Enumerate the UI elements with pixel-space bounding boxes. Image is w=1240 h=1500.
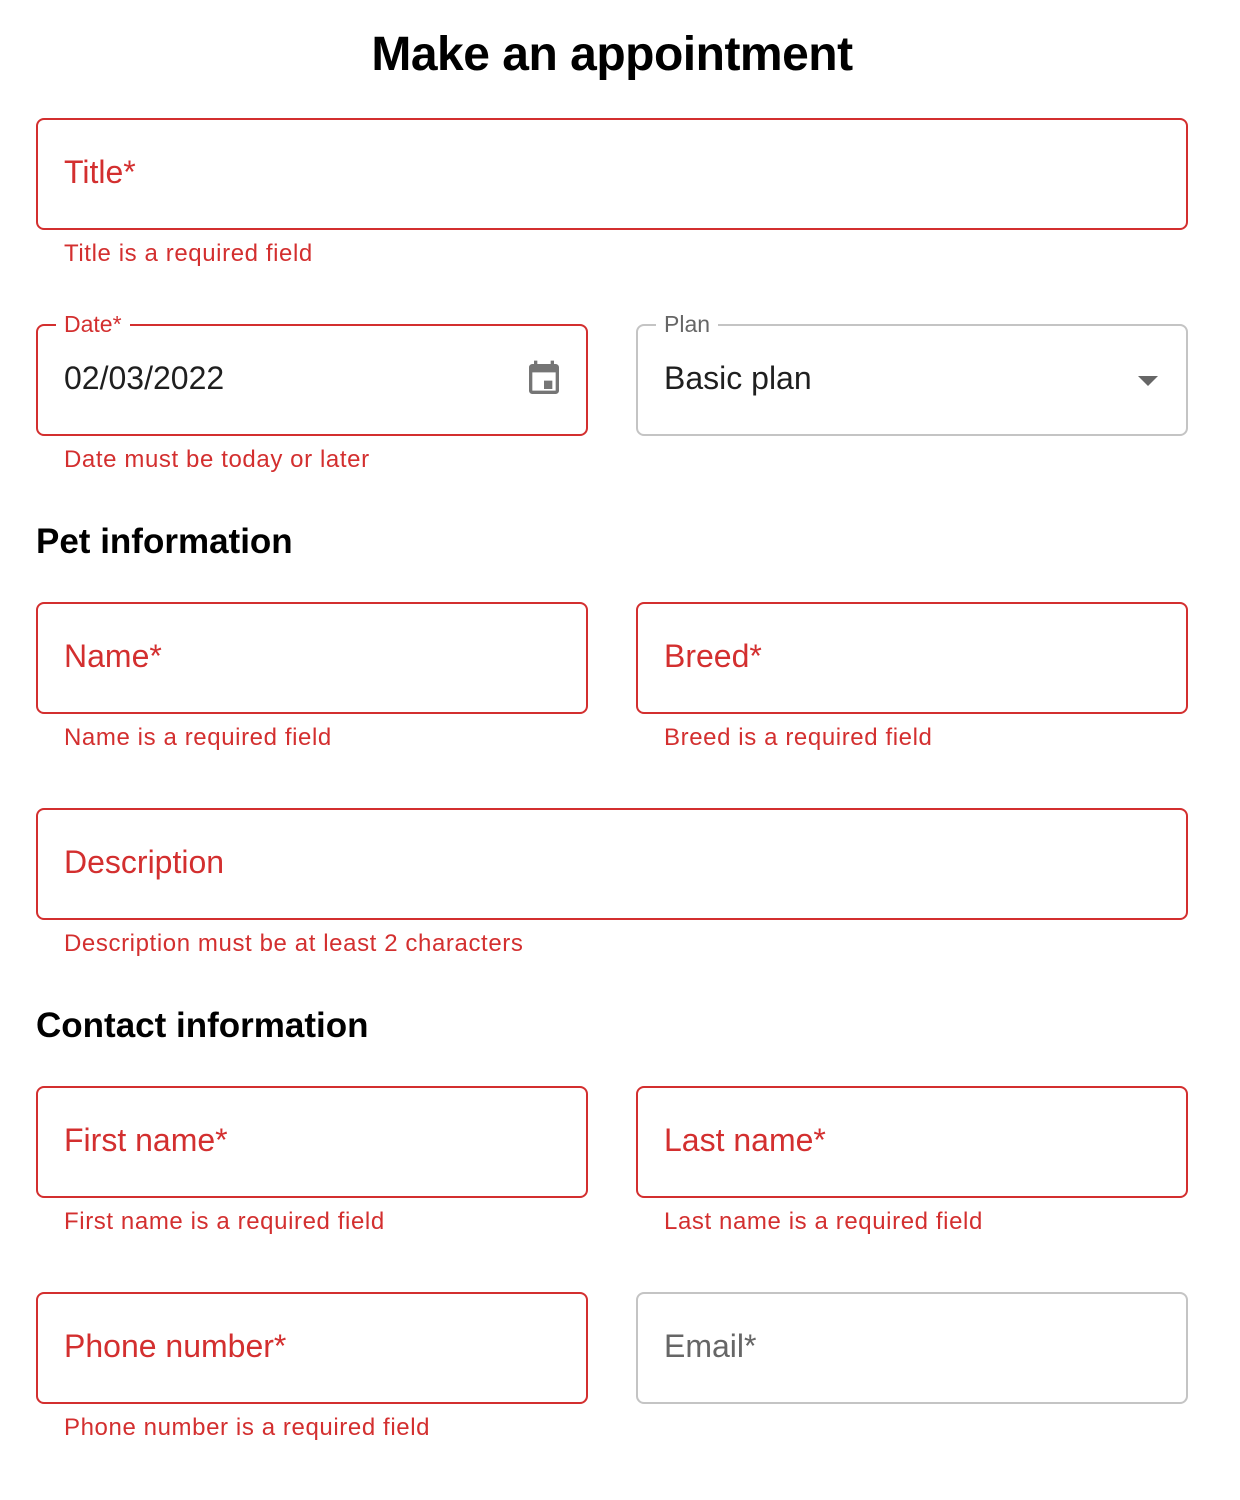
breed-error: Breed is a required field [664, 724, 933, 751]
last-name-label: Last name* [664, 1122, 826, 1158]
date-value: 02/03/2022 [64, 360, 225, 396]
pet-name-label: Name* [64, 638, 162, 674]
section-title-contact: Contact information [36, 1006, 369, 1045]
plan-select[interactable] [636, 311, 1188, 436]
description-label: Description [64, 844, 225, 880]
title-label: Title* [64, 154, 136, 190]
plan-value: Basic plan [664, 360, 812, 396]
description-field[interactable] [36, 808, 1188, 920]
breed-label: Breed* [664, 638, 762, 674]
pet-name-field[interactable] [36, 602, 588, 714]
date-error: Date must be today or later [64, 446, 370, 473]
plan-label: Plan [656, 311, 718, 337]
last-name-field[interactable] [636, 1086, 1188, 1198]
last-name-error: Last name is a required field [664, 1208, 983, 1235]
phone-label: Phone number* [64, 1328, 287, 1364]
title-error: Title is a required field [64, 240, 313, 267]
first-name-label: First name* [64, 1122, 228, 1158]
calendar-icon[interactable] [524, 358, 564, 400]
dropdown-arrow-icon[interactable] [1136, 374, 1160, 388]
pet-name-error: Name is a required field [64, 724, 332, 751]
date-field[interactable] [36, 311, 588, 436]
title-field[interactable] [36, 118, 1188, 230]
date-label: Date* [56, 311, 130, 337]
first-name-error: First name is a required field [64, 1208, 385, 1235]
first-name-field[interactable] [36, 1086, 588, 1198]
phone-error: Phone number is a required field [64, 1414, 431, 1441]
phone-field[interactable] [36, 1292, 588, 1404]
email-field[interactable] [636, 1292, 1188, 1404]
email-label: Email* [664, 1328, 757, 1364]
breed-field[interactable] [636, 602, 1188, 714]
description-error: Description must be at least 2 characters [64, 930, 524, 957]
section-title-pet: Pet information [36, 522, 293, 561]
page-title: Make an appointment [371, 28, 853, 81]
